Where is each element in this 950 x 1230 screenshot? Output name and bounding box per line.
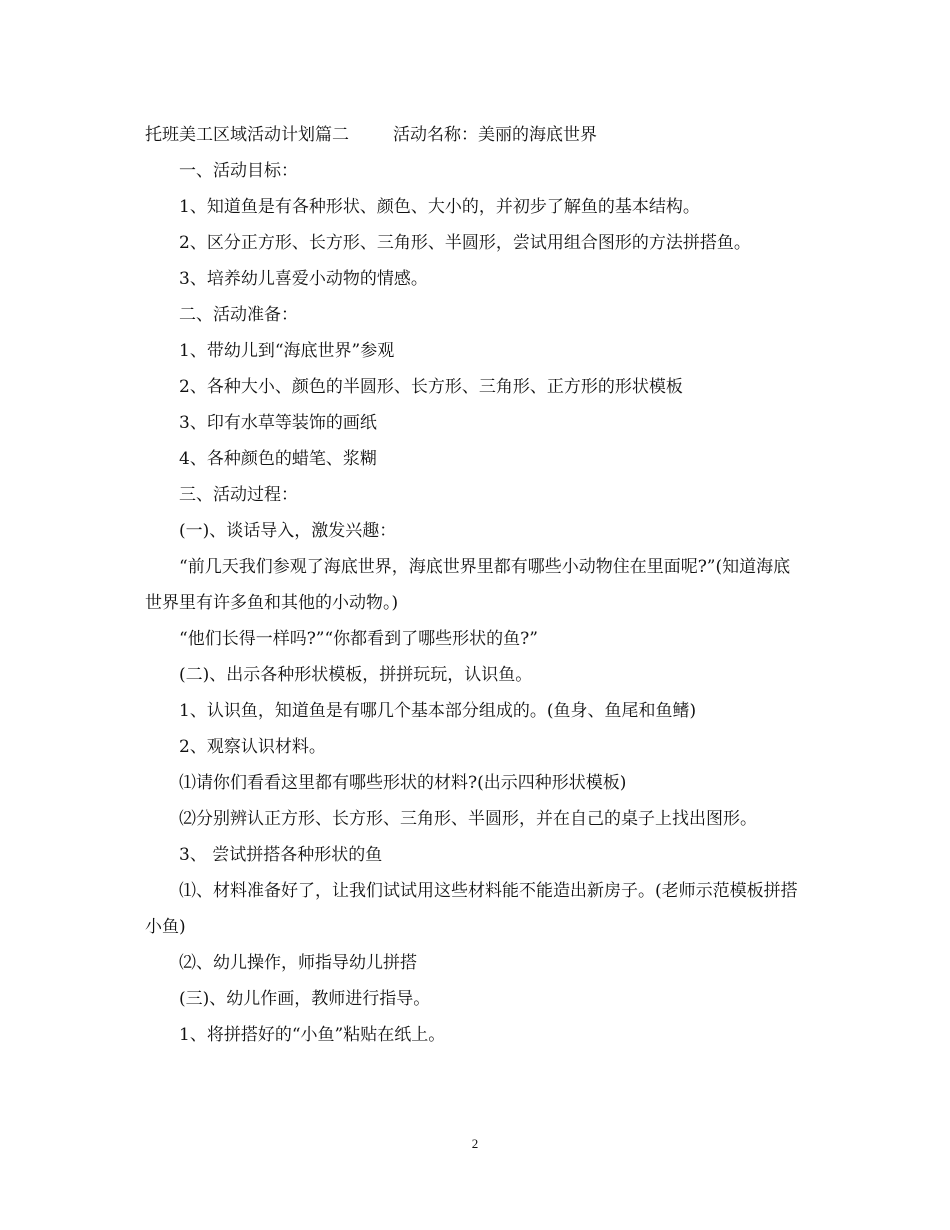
- paragraph: ⑵分别辨认正方形、长方形、三角形、半圆形，并在自己的桌子上找出图形。: [179, 809, 757, 829]
- section-heading-goals: 一、活动目标：: [179, 161, 298, 181]
- paragraph: (三)、幼儿作画，教师进行指导。: [179, 989, 431, 1009]
- page-number: 2: [471, 1136, 479, 1151]
- paragraph: (一)、谈话导入，激发兴趣：: [179, 521, 397, 541]
- paragraph: 2、区分正方形、长方形、三角形、半圆形，尝试用组合图形的方法拼搭鱼。: [179, 233, 751, 253]
- paragraph: 2、观察认识材料。: [179, 737, 326, 757]
- paragraph: 2、各种大小、颜色的半圆形、长方形、三角形、正方形的形状模板: [179, 377, 683, 397]
- activity-name: 活动名称：美丽的海底世界: [393, 125, 597, 145]
- paragraph: ⑴、材料准备好了，让我们试试用这些材料能不能造出新房子。(老师示范模板拼搭小鱼): [145, 881, 798, 937]
- paragraph: (二)、出示各种形状模板，拼拼玩玩，认识鱼。: [179, 665, 533, 685]
- paragraph: 1、认识鱼，知道鱼是有哪几个基本部分组成的。(鱼身、鱼尾和鱼鳍): [179, 701, 697, 721]
- document-title: 托班美工区域活动计划篇二: [145, 125, 349, 145]
- paragraph: 3、印有水草等装饰的画纸: [179, 413, 377, 433]
- paragraph: 3、 尝试拼搭各种形状的鱼: [179, 845, 383, 865]
- paragraph: 3、培养幼儿喜爱小动物的情感。: [179, 269, 428, 289]
- section-heading-preparation: 二、活动准备：: [179, 305, 298, 325]
- title-line: [145, 117, 807, 153]
- paragraph: “前几天我们参观了海底世界，海底世界里都有哪些小动物住在里面呢?”(知道海底世界里有许多鱼和其他的小动物。): [145, 557, 791, 613]
- paragraph: “他们长得一样吗?”“你都看到了哪些形状的鱼?”: [179, 629, 538, 649]
- document-body: [145, 117, 807, 1053]
- paragraph: 1、带幼儿到“海底世界”参观: [179, 341, 395, 361]
- paragraph: 1、知道鱼是有各种形状、颜色、大小的，并初步了解鱼的基本结构。: [179, 197, 700, 217]
- paragraph: 4、各种颜色的蜡笔、浆糊: [179, 449, 377, 469]
- paragraph: ⑵、幼儿操作，师指导幼儿拼搭: [179, 953, 417, 973]
- paragraph: 1、将拼搭好的“小鱼”粘贴在纸上。: [179, 1025, 446, 1045]
- section-heading-process: 三、活动过程：: [179, 485, 298, 505]
- paragraph: ⑴请你们看看这里都有哪些形状的材料?(出示四种形状模板): [179, 773, 627, 793]
